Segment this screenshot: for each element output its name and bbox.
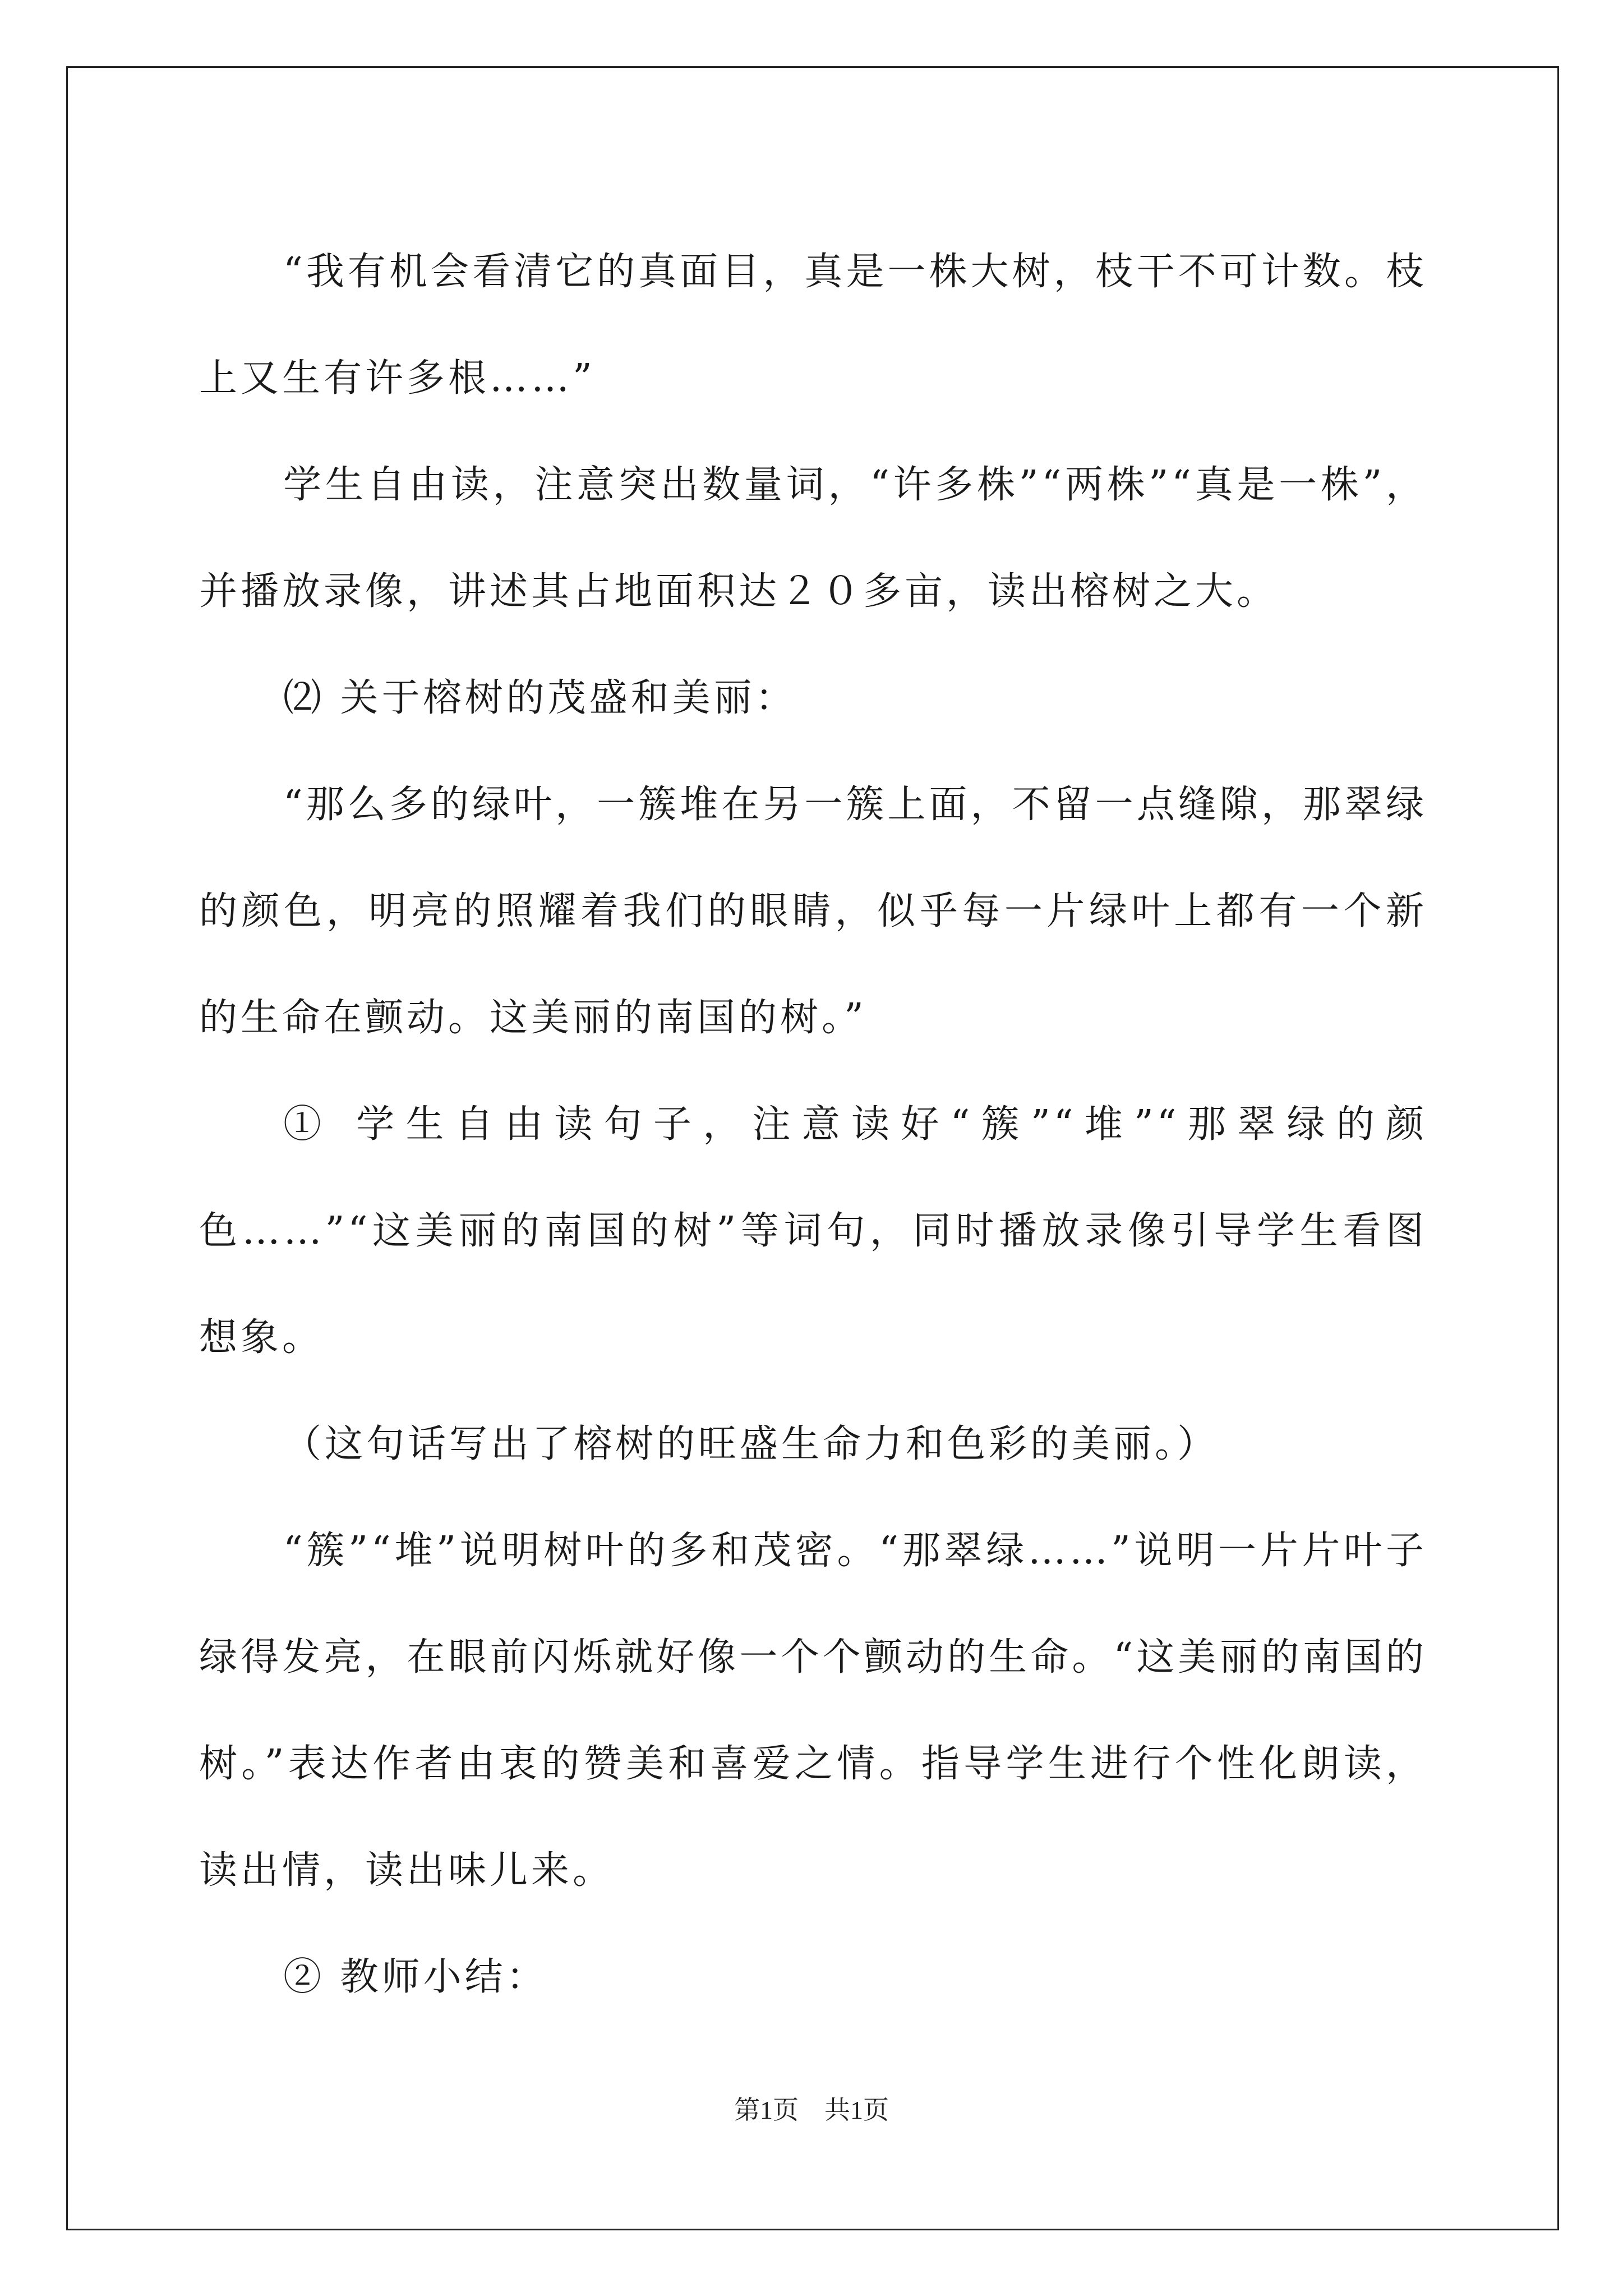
paragraph-section-heading: ⑵ 关于榕树的茂盛和美丽： [283, 676, 797, 720]
paragraph-reading-quantity-words: 学生自由读，注意突出数量词，“许多株”“两株”“真是一株”，并播放录像，讲述其占地面积达２０多亩，读出榕树之大。 [199, 463, 1427, 614]
paragraph-quote-big-tree: “我有机会看清它的真面目，真是一株大树，枝干不可计数。枝上又生有许多根……” [199, 250, 1427, 401]
paragraph-note: （这句话写出了榕树的旺盛生命力和色彩的美丽。） [283, 1422, 1219, 1466]
paragraph-step-1: ① 学生自由读句子，注意读好“簇”“堆”“那翠绿的颜色……”“这美丽的南国的树”等词句，同时播放录像引导学生看图想象。 [199, 1102, 1427, 1360]
paragraph-quote-green-leaves: “那么多的绿叶，一簇堆在另一簇上面，不留一点缝隙，那翠绿的颜色，明亮的照耀着我们的眼睛，似乎每一片绿叶上都有一个新的生命在颤动。这美丽的南国的树。” [199, 783, 1427, 1040]
paragraph-explanation: “簇”“堆”说明树叶的多和茂密。“那翠绿……”说明一片片叶子绿得发亮，在眼前闪烁就好像一个个颤动的生命。“这美丽的南国的树。”表达作者由衷的赞美和喜爱之情。指导学生进行个性化朗读，读出情，读出味儿来。 [199, 1529, 1427, 1893]
page-number-footer: 第1页 共1页 [734, 2096, 889, 2124]
paragraph-step-2: ② 教师小结： [283, 1955, 548, 1999]
document-body [199, 219, 1427, 2031]
